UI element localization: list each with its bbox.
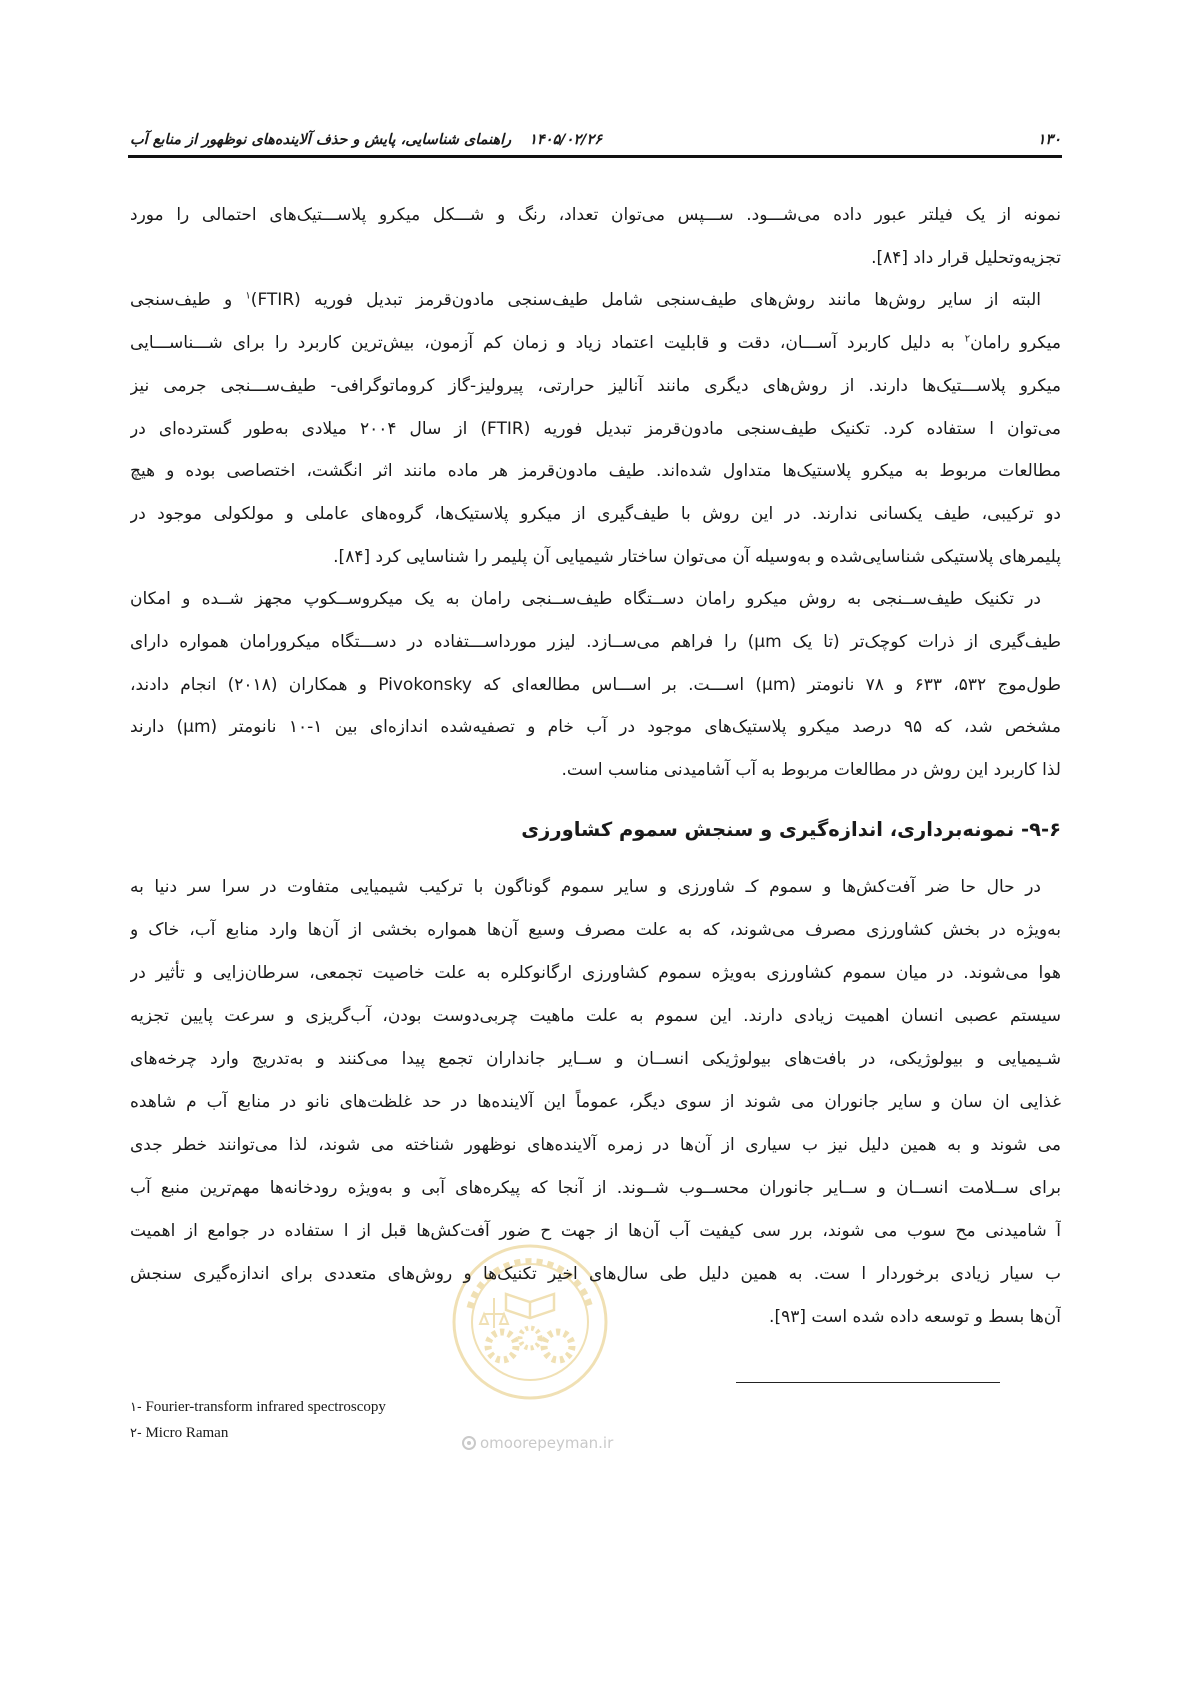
header-group (130, 132, 602, 148)
text-line: مطالعات مربوط به میکرو پلاستیک‌ها متداول شده‌اند. طیف مادون‌قرمز هر ماده مانند اثر انگشت، اختصاصی بوده و هیچ (130, 461, 1061, 482)
paragraph (130, 194, 1061, 279)
footnote-separator (736, 1382, 1000, 1383)
text-line: مشخص شد، که ۹۵ درصد میکرو پلاستیک‌های موجود در آب خام و تصفیه‌شده اندازه‌ای بین ۱-۱۰ نانومتر (µm) دارند (130, 717, 1061, 738)
text-line: میکرو رامان$^۲$ به دلیل کاربرد آســـان، دقت و قابلیت اعتماد زیاد و زمان کم آزمون، بیش‌ترین کاربرد را برای شـــناســـایی (130, 333, 1061, 354)
text-line: ب سیار زیادی برخوردار ا ست. به همین دلیل طی سال‌های اخیر تکنیک‌ها و روش‌های متعددی برای اندازه‌گیری سنجش (130, 1264, 1061, 1284)
watermark-site-text: omoorepeyman.ir (480, 1434, 614, 1452)
running-header (130, 126, 1061, 154)
text-line: آن‌ها بسط و توسعه داده شده است [۹۳]. (769, 1307, 1061, 1327)
footnote-reference: ۲ (964, 333, 971, 345)
body-section-2 (130, 866, 1061, 1339)
text-line: برای ســلامت انســان و ســایر جانوران محســوب شــوند. از آنجا که پیکره‌های آبی و به‌ویژه رودخانه‌ها مهم‌ترین منبع آب (130, 1178, 1061, 1198)
page-number: ۱۳۰ (1037, 132, 1061, 148)
text-line: لذا کاربرد این روش در مطالعات مربوط به آب آشامیدنی مناسب است. (561, 760, 1061, 781)
text-line: آ شامیدنی مح سوب می شوند، برر سی کیفیت آب آن‌ها از جهت ح ضور آفت‌کش‌ها قبل از ا ستفاده در جوامع از اهمیت (130, 1221, 1061, 1241)
text-line: دو ترکیبی، طیف یکسانی ندارند. در این روش با طیف‌گیری از میکرو پلاستیک‌ها، گروه‌های عاملی و مولکولی موجود در (130, 503, 1061, 524)
text-line: تجزیه‌وتحلیل قرار داد [۸۴]. (871, 247, 1061, 268)
footnote-marker: ۲- (130, 1426, 142, 1441)
text-line: نمونه از یک فیلتر عبور داده می‌شـــود. ســـپس می‌توان تعداد، رنگ و شـــکل میکرو پلاســـتیک‌های احتمالی را مورد (130, 205, 1061, 225)
text-line: می شوند و به همین دلیل نیز ب سیاری از آن‌ها در زمره آلاینده‌های نوظهور شناخته می شوند، لذا می‌توانند خطر جدی (130, 1135, 1061, 1155)
text-line: سیستم عصبی انسان اهمیت زیادی دارند. این سموم به علت ماهیت چربی‌دوست بودن، آب‌گریزی و سرعت پایین تجزیه (130, 1006, 1061, 1026)
paragraph (130, 578, 1061, 792)
text-line: پلیمرهای پلاستیکی شناسایی‌شده و به‌وسیله آن می‌توان ساختار شیمیایی آن پلیمر را شناسایی کرد [۸۴]. (333, 546, 1061, 567)
text-line: غذایی ان سان و سایر جانوران می شوند از سوی دیگر، عموماً این آلاینده‌ها در حد غلظت‌های نانو در منابع آب م شاهده (130, 1092, 1061, 1112)
footnote-marker: ۱- (130, 1400, 142, 1415)
footnote-item (130, 1394, 730, 1420)
text-line: هوا می‌شوند. در میان سموم کشاورزی به‌ویژه سموم کشاورزی ارگانوکلره به علت خاصیت تجمعی، سرطان‌زایی و تأثیر در (130, 963, 1061, 983)
text-line: شـیمیایی و بیولوژیکی، در بافت‌های بیولوژیکی انســان و ســایر جانداران تجمع پیدا می‌کنند و به‌تدریج وارد چرخه‌های (130, 1049, 1061, 1069)
text-line: در تکنیک طیف‌ســنجی به روش میکرو رامان دســتگاه طیف‌ســنجی رامان به یک میکروســکوپ مجهز شــده و امکان (130, 589, 1041, 610)
footnote-item (130, 1420, 730, 1446)
text-line: میکرو پلاســـتیک‌ها دارند. از روش‌های دیگری مانند آنالیز حرارتی، پیرولیز-گاز کروماتوگرافی- طیف‌ســـنجی جرمی نیز (130, 375, 1061, 396)
text-line: طیف‌گیری از ذرات کوچک‌تر (تا یک µm) را فراهم می‌ســازد. لیزر مورداســـتفاده در دســـتگاه میکرورامان همواره دارای (130, 632, 1061, 653)
text-line: البته از سایر روش‌ها مانند روش‌های طیف‌سنجی شامل طیف‌سنجی مادون‌قرمز تبدیل فوریه (FTIR)$^۱$ و طیف‌سنجی (130, 290, 1041, 311)
paragraph (130, 866, 1061, 1339)
header-title: راهنمای شناسایی، پایش و حذف آلاینده‌های نوظهور از منابع آب (130, 132, 512, 148)
footnote-text: Fourier-transform infrared spectroscopy (145, 1399, 386, 1415)
paragraph (130, 279, 1061, 578)
header-date: ۱۴۰۵/۰۲/۲۶ (529, 132, 603, 148)
text-line: می‌توان ا ستفاده کرد. تکنیک طیف‌سنجی مادون‌قرمز تبدیل فوریه (FTIR) از سال ۲۰۰۴ میلادی به‌طور گسترده‌ای در (130, 418, 1061, 439)
body-section-1 (130, 194, 1061, 792)
footnote-text: Micro Raman (145, 1425, 229, 1441)
section-heading: ۹-۶- نمونه‌برداری، اندازه‌گیری و سنجش سموم کشاورزی (521, 818, 1061, 841)
footnote-reference: ۱ (245, 290, 251, 302)
footnotes (130, 1394, 730, 1446)
header-rule (128, 155, 1062, 158)
text-line: طول‌موج ۵۳۲، ۶۳۳ و ۷۸ نانومتر (µm) اســـت. بر اســـاس مطالعه‌ای که Pivokonsky و همکاران (۲۰۱۸) انجام دادند، (130, 674, 1061, 695)
text-line: در حال حا ضر آفت‌کش‌ها و سموم کـ شاورزی و سایر سموم گوناگون با ترکیب شیمیایی متفاوت در سرا سر دنیا به (130, 877, 1041, 897)
text-line: به‌ویژه در بخش کشاورزی مصرف می‌شوند، که به علت مصرف وسیع آن‌ها همواره بخشی از آن‌ها وارد منابع آب، خاک و (130, 920, 1061, 940)
